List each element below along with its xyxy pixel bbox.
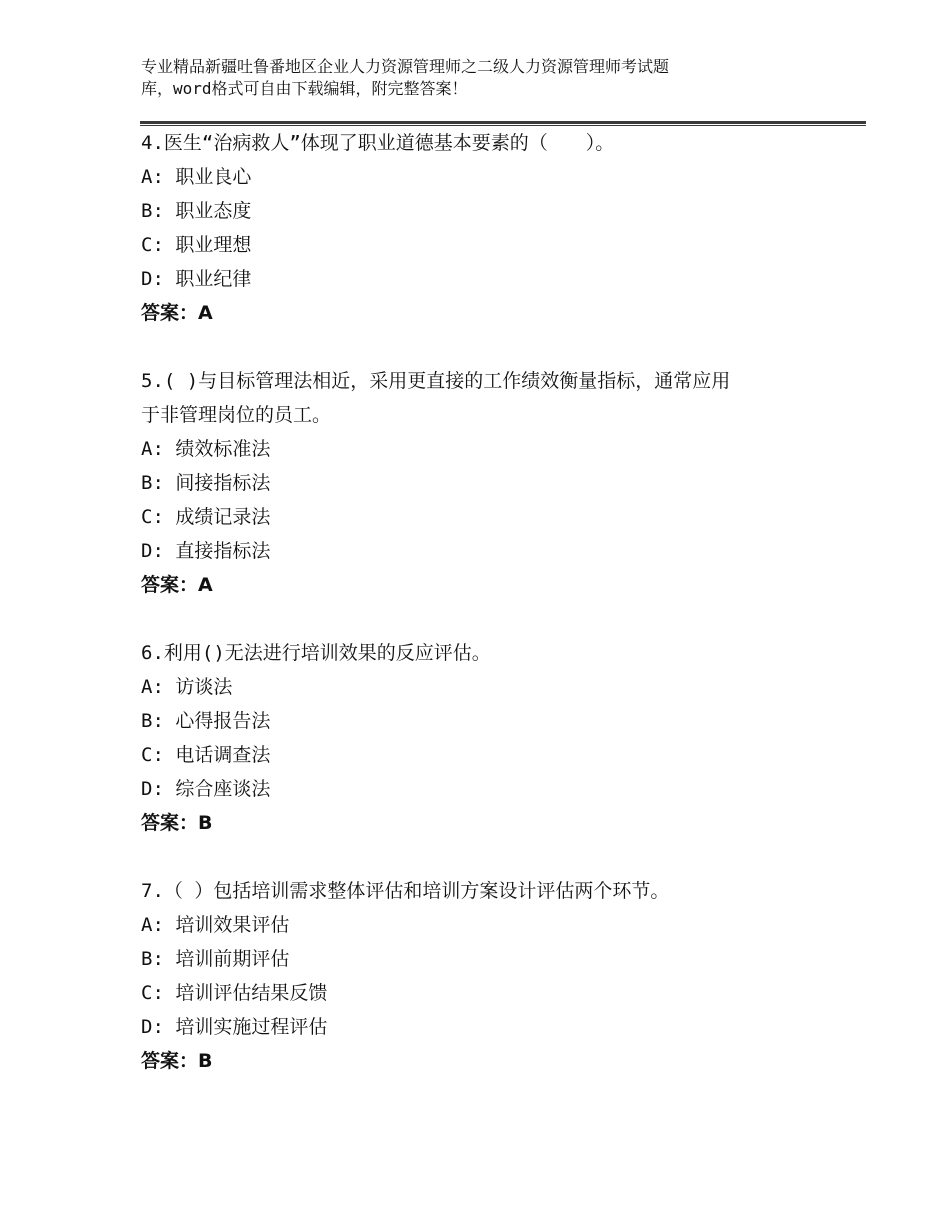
option-d: D: 直接指标法 xyxy=(141,540,271,562)
option-c: C: 成绩记录法 xyxy=(141,506,271,528)
question-5 xyxy=(141,364,841,602)
question-stem: 4.医生“治病救人”体现了职业道德基本要素的（ ）。 xyxy=(141,132,615,154)
option-a: A: 绩效标准法 xyxy=(141,438,271,460)
option-d: D: 培训实施过程评估 xyxy=(141,1016,328,1038)
option-b: B: 间接指标法 xyxy=(141,472,271,494)
option-c: C: 培训评估结果反馈 xyxy=(141,982,328,1004)
option-d: D: 综合座谈法 xyxy=(141,778,271,800)
answer-label: 答案：A xyxy=(141,302,213,324)
question-4 xyxy=(141,126,841,330)
header-line-1: 专业精品新疆吐鲁番地区企业人力资源管理师之二级人力资源管理师考试题 xyxy=(141,57,670,76)
question-stem: 5.( )与目标管理法相近，采用更直接的工作绩效衡量指标，通常应用 xyxy=(141,370,731,392)
option-c: C: 电话调查法 xyxy=(141,744,271,766)
question-stem-continued: 于非管理岗位的员工。 xyxy=(141,404,332,426)
answer-label: 答案：A xyxy=(141,574,213,596)
answer-label: 答案：B xyxy=(141,1050,213,1072)
option-a: A: 培训效果评估 xyxy=(141,914,290,936)
option-a: A: 职业良心 xyxy=(141,166,252,188)
option-a: A: 访谈法 xyxy=(141,676,233,698)
question-list xyxy=(141,126,841,1078)
question-stem: 7.（ ）包括培训需求整体评估和培训方案设计评估两个环节。 xyxy=(141,880,670,902)
option-b: B: 心得报告法 xyxy=(141,710,271,732)
option-b: B: 培训前期评估 xyxy=(141,948,290,970)
question-7 xyxy=(141,874,841,1078)
option-d: D: 职业纪律 xyxy=(141,268,252,290)
document-header xyxy=(141,56,841,100)
question-6 xyxy=(141,636,841,840)
option-c: C: 职业理想 xyxy=(141,234,252,256)
option-b: B: 职业态度 xyxy=(141,200,252,222)
answer-label: 答案：B xyxy=(141,812,213,834)
question-stem: 6.利用()无法进行培训效果的反应评估。 xyxy=(141,642,491,664)
header-divider-thick xyxy=(140,121,866,124)
header-line-2: 库，word格式可自由下载编辑，附完整答案！ xyxy=(141,79,468,98)
